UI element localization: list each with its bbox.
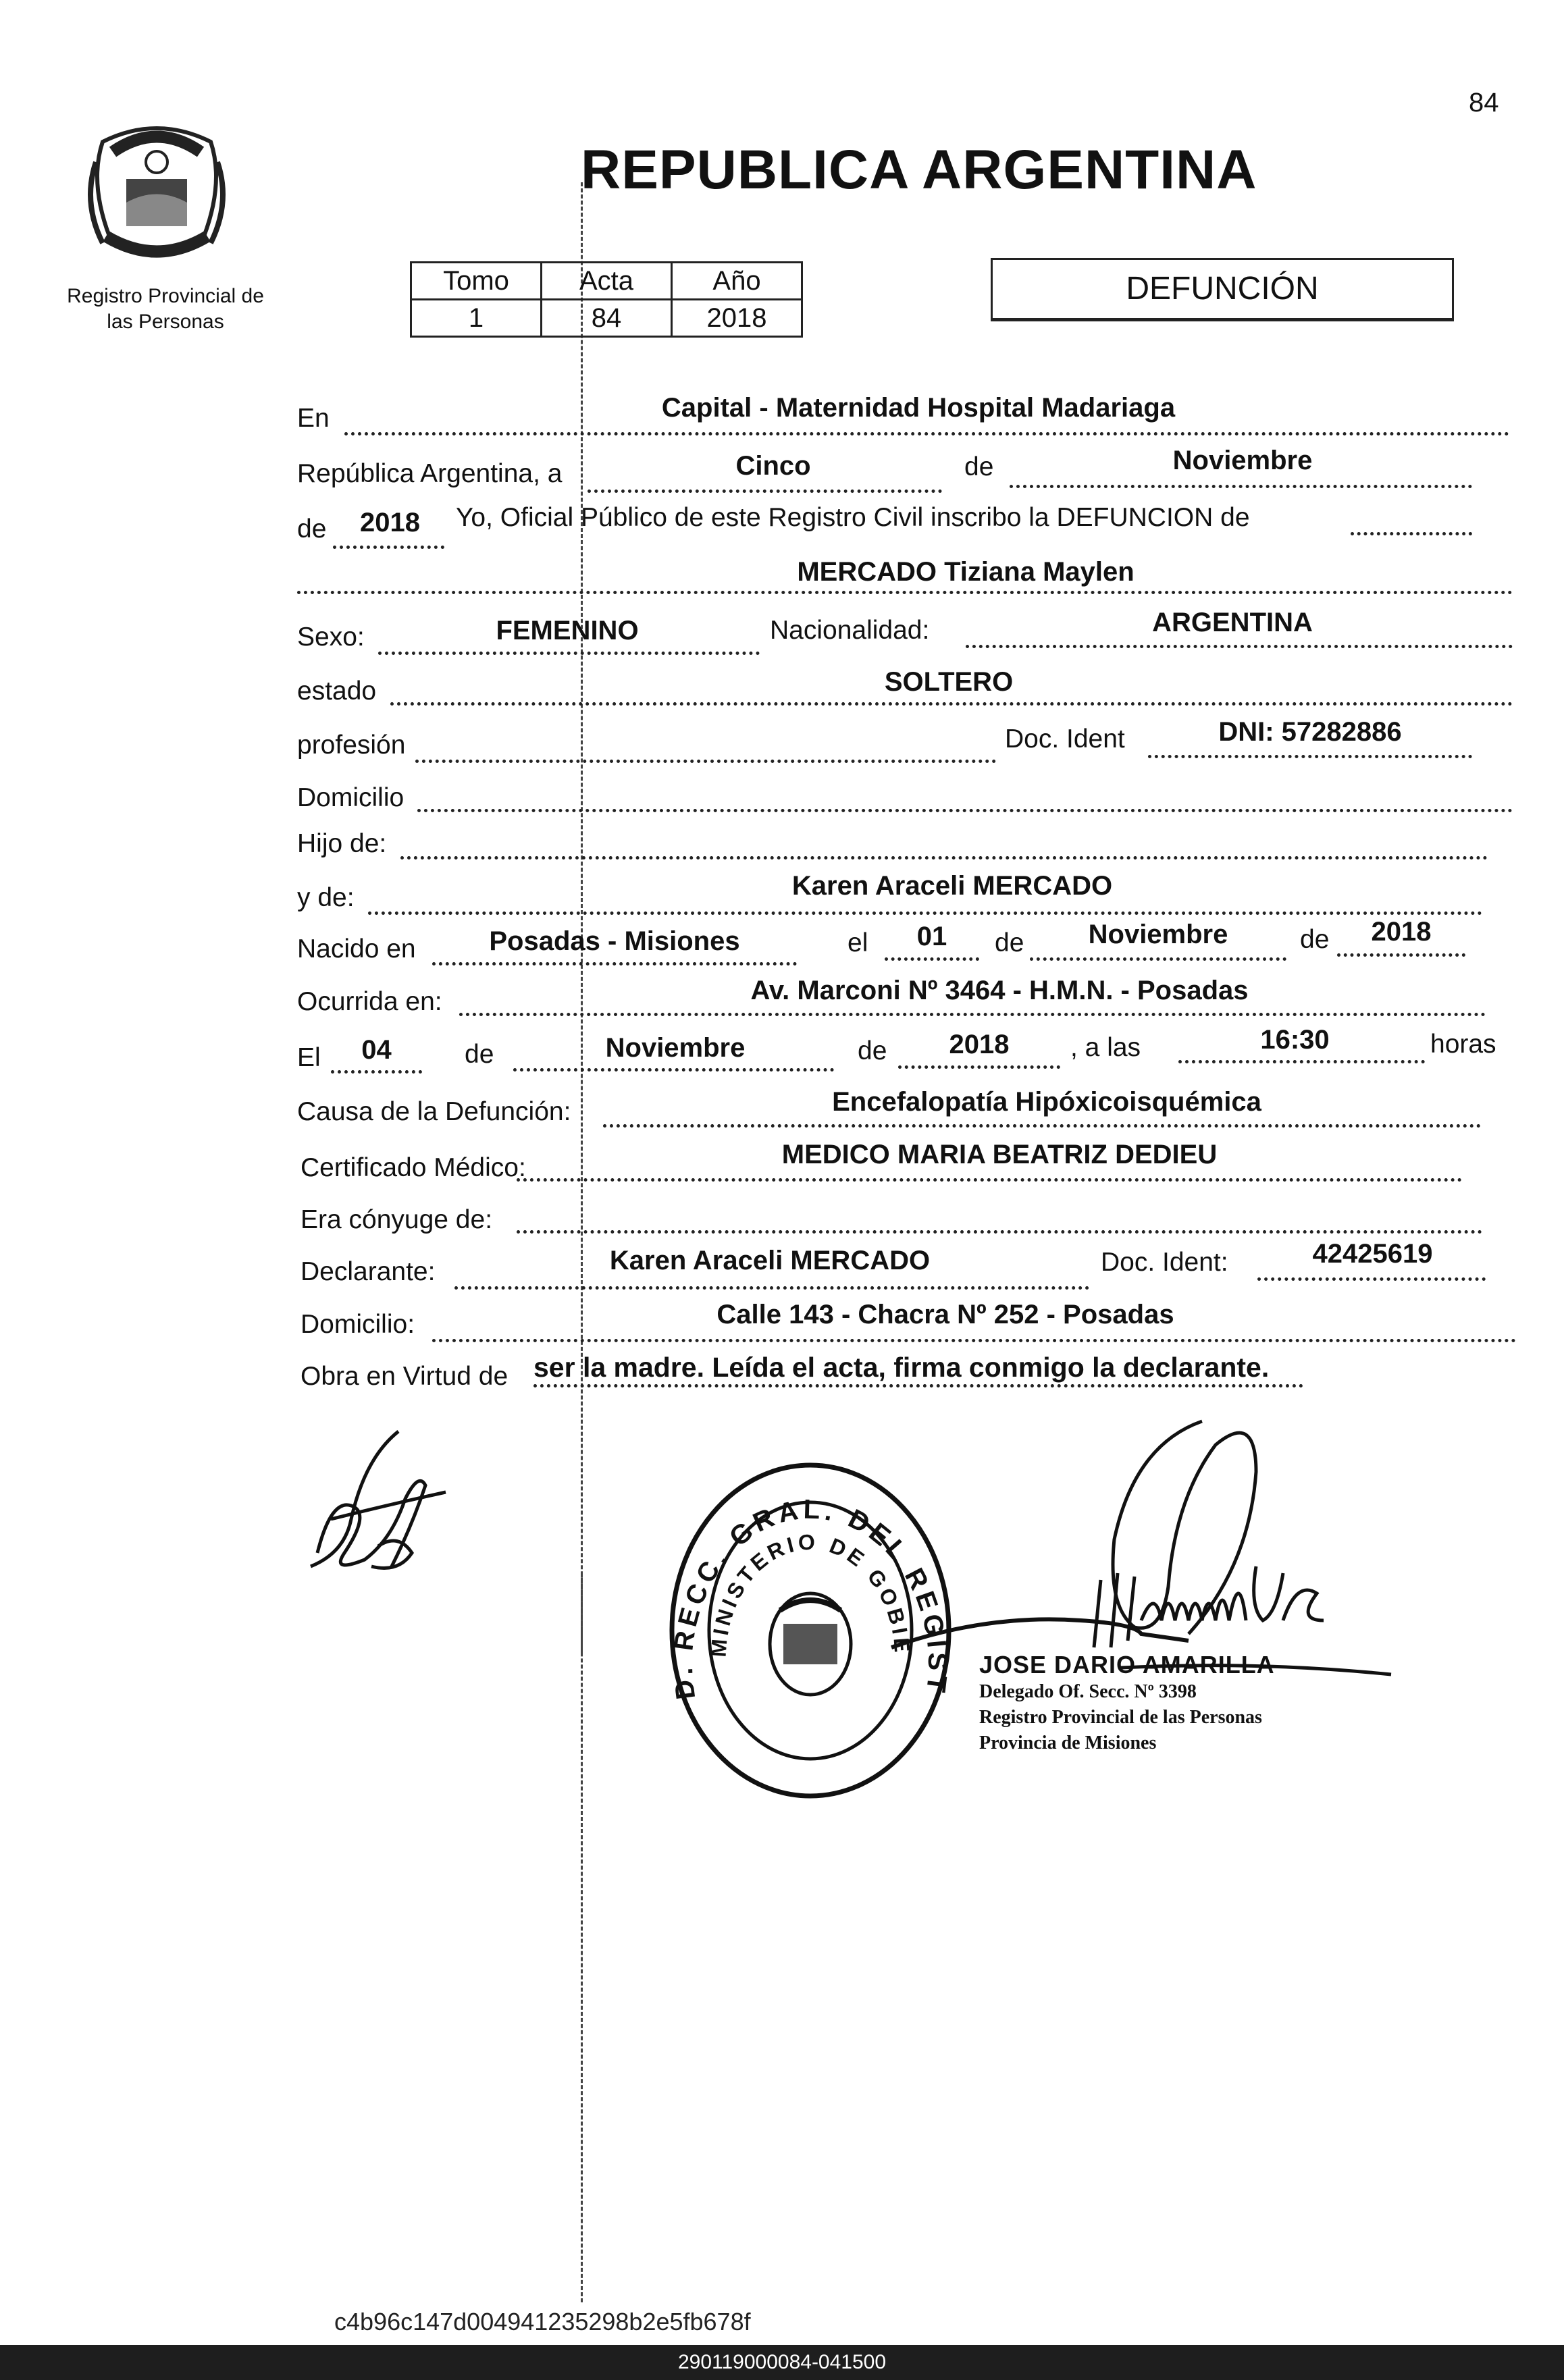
sexo-underline xyxy=(378,652,760,655)
birth-de2-label: de xyxy=(1300,925,1330,954)
hijo-underline xyxy=(400,856,1488,860)
obra-label: Obra en Virtud de xyxy=(301,1362,509,1391)
conyuge-label: Era cónyuge de: xyxy=(301,1205,493,1234)
declarante-label: Declarante: xyxy=(301,1257,436,1286)
page-number: 84 xyxy=(1469,88,1499,117)
a-las-label: , a las xyxy=(1070,1033,1141,1062)
declarante-doc-underline xyxy=(1257,1277,1486,1281)
deceased-name-value: MERCADO Tiziana Maylen xyxy=(797,557,1135,587)
document-type-box: DEFUNCIÓN xyxy=(991,258,1454,321)
official-stamp-block xyxy=(979,1651,1384,1756)
republica-label: República Argentina, a xyxy=(297,459,563,488)
death-month-underline xyxy=(513,1068,834,1072)
el-label: el xyxy=(848,928,868,957)
declarant-signature xyxy=(290,1418,466,1593)
ocurrida-underline xyxy=(459,1013,1486,1016)
doc-ident-label: Doc. Ident xyxy=(1005,724,1125,753)
birth-month-underline xyxy=(1030,957,1286,961)
declaration-text: Yo, Oficial Público de este Registro Civil inscribo la DEFUNCION de xyxy=(456,503,1250,532)
ocurrida-label: Ocurrida en: xyxy=(297,987,442,1016)
nacionalidad-underline xyxy=(966,645,1513,648)
en-value: Capital - Maternidad Hospital Madariaga xyxy=(661,393,1176,423)
domicilio-underline xyxy=(417,809,1513,812)
sexo-label: Sexo: xyxy=(297,623,365,652)
birth-day-value: 01 xyxy=(916,922,947,951)
profesion-underline xyxy=(415,760,996,763)
declarante-doc-value: 42425619 xyxy=(1312,1239,1433,1269)
declarante-doc-label: Doc. Ident: xyxy=(1101,1248,1228,1277)
seal-inner-text: MINISTERIO DE GOBIE xyxy=(706,1529,915,1658)
ocurrida-value: Av. Marconi Nº 3464 - H.M.N. - Posadas xyxy=(750,976,1249,1005)
day-underline xyxy=(588,490,942,493)
estado-value: SOLTERO xyxy=(884,667,1014,697)
causa-value: Encefalopatía Hipóxicoisquémica xyxy=(832,1087,1261,1117)
registry-coat-of-arms-logo xyxy=(76,101,238,270)
fold-line-lower xyxy=(581,1573,583,2302)
birth-year-value: 2018 xyxy=(1371,917,1432,947)
domicilio2-label: Domicilio: xyxy=(301,1310,415,1339)
registry-caption: Registro Provincial de las Personas xyxy=(67,285,264,333)
birth-day-underline xyxy=(885,957,979,961)
death-month-value: Noviembre xyxy=(605,1033,746,1063)
death-year-underline xyxy=(898,1065,1060,1069)
birth-de-label: de xyxy=(995,928,1024,957)
conyuge-underline xyxy=(517,1230,1482,1234)
document-title: REPUBLICA ARGENTINA xyxy=(581,139,1257,201)
profesion-label: profesión xyxy=(297,731,406,760)
anio-header: Año xyxy=(672,263,802,300)
nacido-label: Nacido en xyxy=(297,934,416,963)
causa-label: Causa de la Defunción: xyxy=(297,1097,571,1126)
estado-underline xyxy=(390,702,1513,706)
causa-underline xyxy=(603,1124,1481,1128)
name-underline xyxy=(297,591,1513,594)
document-hash: c4b96c147d004941235298b2e5fb678f xyxy=(334,2308,751,2335)
tomo-header: Tomo xyxy=(411,263,542,300)
sexo-value: FEMENINO xyxy=(496,616,639,645)
en-underline xyxy=(344,432,1509,435)
seal-outer-text: D. RECC. GRAL. DEL REGIST xyxy=(668,1494,953,1701)
death-day-value: 04 xyxy=(361,1035,392,1065)
nacido-value: Posadas - Misiones xyxy=(489,926,740,956)
footer-code: 290119000084-041500 xyxy=(677,2351,887,2373)
nacionalidad-value: ARGENTINA xyxy=(1152,608,1313,637)
death-day-underline xyxy=(331,1070,422,1074)
tomo-value: 1 xyxy=(411,300,542,337)
certificado-underline xyxy=(517,1178,1462,1182)
official-registry: Registro Provincial de las Personas xyxy=(979,1707,1262,1728)
domicilio-label: Domicilio xyxy=(297,783,405,812)
declaration-underline xyxy=(1351,532,1472,535)
doc-ident-underline xyxy=(1148,755,1472,758)
official-province: Provincia de Misiones xyxy=(979,1733,1157,1753)
birth-year-underline xyxy=(1337,953,1465,957)
y-de-value: Karen Araceli MERCADO xyxy=(791,871,1113,901)
death-year-value: 2018 xyxy=(949,1030,1010,1059)
y-de-underline xyxy=(368,911,1482,915)
estado-label: estado xyxy=(297,677,377,706)
certificado-label: Certificado Médico: xyxy=(301,1153,526,1182)
declarante-value: Karen Araceli MERCADO xyxy=(609,1246,931,1275)
acta-header: Acta xyxy=(542,263,672,300)
birth-month-value: Noviembre xyxy=(1088,920,1228,949)
hijo-label: Hijo de: xyxy=(297,829,387,858)
acta-value: 84 xyxy=(542,300,672,337)
death-time-underline xyxy=(1178,1060,1425,1063)
official-name: JOSE DARIO AMARILLA xyxy=(979,1651,1275,1678)
domicilio2-underline xyxy=(432,1339,1516,1342)
domicilio2-value: Calle 143 - Chacra Nº 252 - Posadas xyxy=(716,1300,1174,1329)
obra-value: ser la madre. Leída el acta, firma conmigo la declarante. xyxy=(533,1352,1270,1383)
anio-value: 2018 xyxy=(672,300,802,337)
death-time-value: 16:30 xyxy=(1260,1025,1330,1055)
de-label: de xyxy=(964,452,994,481)
de2-label: de xyxy=(297,514,327,544)
day-value: Cinco xyxy=(735,451,811,481)
doc-ident-value: DNI: 57282886 xyxy=(1218,717,1402,747)
el2-label: El xyxy=(297,1043,321,1072)
reference-table xyxy=(410,261,803,338)
declarante-underline xyxy=(454,1286,1089,1290)
certificado-value: MEDICO MARIA BEATRIZ DEDIEU xyxy=(781,1140,1218,1169)
horas-label: horas xyxy=(1430,1030,1496,1059)
footer-bar xyxy=(0,2345,1564,2380)
year-underline xyxy=(333,546,444,549)
death-de2-label: de xyxy=(858,1036,887,1065)
year-value: 2018 xyxy=(360,508,420,537)
nacionalidad-label: Nacionalidad: xyxy=(770,616,930,645)
nacido-underline xyxy=(432,962,797,966)
month-value: Noviembre xyxy=(1172,446,1313,475)
y-de-label: y de: xyxy=(297,883,355,912)
death-de-label: de xyxy=(465,1040,494,1069)
en-label: En xyxy=(297,404,330,433)
month-underline xyxy=(1010,485,1472,488)
obra-underline xyxy=(533,1384,1303,1387)
official-title: Delegado Of. Secc. Nº 3398 xyxy=(979,1681,1197,1702)
